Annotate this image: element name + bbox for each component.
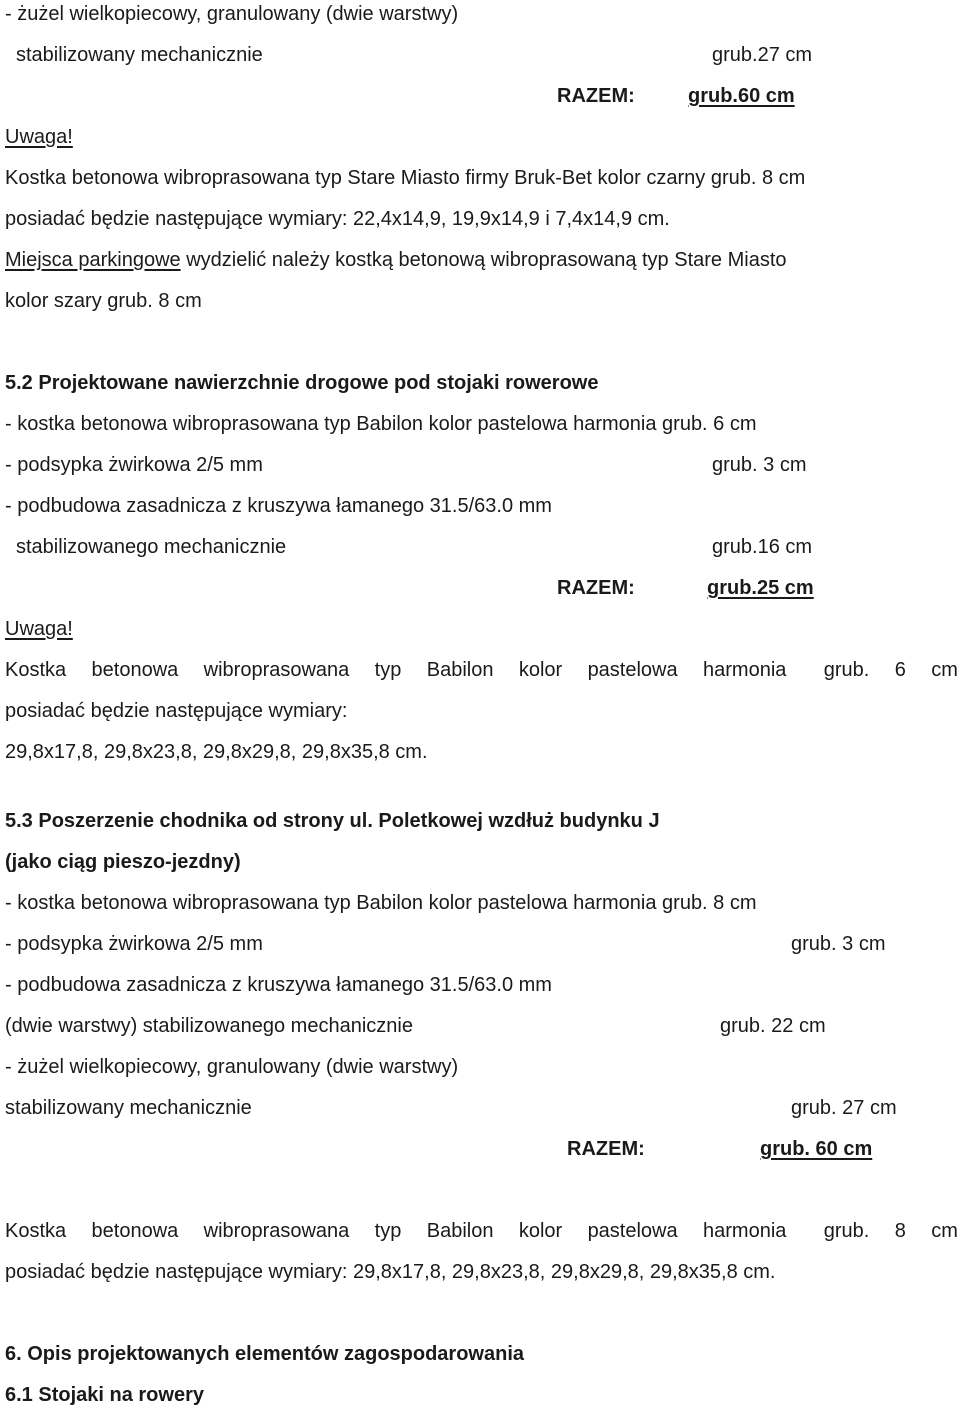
layer-thickness: grub. 3 cm: [791, 933, 886, 955]
section-heading: 5.3 Poszerzenie chodnika od strony ul. Poletkowej wzdłuż budynku J: [5, 810, 660, 832]
justified-text-line: Kostka betonowa wibroprasowana typ Babilon kolor pastelowa harmonia grub. 8 cm: [5, 1220, 958, 1242]
layer-line: - kostka betonowa wibroprasowana typ Babilon kolor pastelowa harmonia grub. 6 cm: [5, 413, 757, 435]
layer-thickness: grub. 27 cm: [791, 1097, 897, 1119]
total-label: RAZEM:: [557, 577, 635, 599]
text-line: posiadać będzie następujące wymiary:: [5, 700, 348, 722]
text-line: Miejsca parkingowe wydzielić należy kostką betonową wibroprasowaną typ Stare Miasto: [5, 249, 787, 271]
underlined-phrase: Miejsca parkingowe: [5, 249, 181, 271]
total-label: RAZEM:: [557, 85, 635, 107]
total-label: RAZEM:: [567, 1138, 645, 1160]
text-line: kolor szary grub. 8 cm: [5, 290, 202, 312]
layer-label: stabilizowany mechanicznie: [16, 44, 263, 66]
layer-label: stabilizowany mechanicznie: [5, 1097, 252, 1119]
layer-label: - podsypka żwirkowa 2/5 mm: [5, 454, 263, 476]
text-line: posiadać będzie następujące wymiary: 22,4x14,9, 19,9x14,9 i 7,4x14,9 cm.: [5, 208, 670, 230]
text-line: Kostka betonowa wibroprasowana typ Stare Miasto firmy Bruk-Bet kolor czarny grub. 8 cm: [5, 167, 806, 189]
layer-thickness: grub. 3 cm: [712, 454, 807, 476]
layer-thickness: grub.27 cm: [712, 44, 813, 66]
layer-thickness: grub.16 cm: [712, 536, 813, 558]
layer-label: stabilizowanego mechanicznie: [16, 536, 287, 558]
total-value: grub. 60 cm: [760, 1138, 873, 1160]
layer-line: - żużel wielkopiecowy, granulowany (dwie warstwy): [5, 1056, 459, 1078]
note-title: Uwaga!: [5, 618, 73, 640]
text-line: 29,8x17,8, 29,8x23,8, 29,8x29,8, 29,8x35,8 cm.: [5, 741, 428, 763]
layer-line: - podbudowa zasadnicza z kruszywa łamanego 31.5/63.0 mm: [5, 974, 552, 996]
layer-label: (dwie warstwy) stabilizowanego mechanicznie: [5, 1015, 413, 1037]
section-heading: 6. Opis projektowanych elementów zagospodarowania: [5, 1343, 525, 1365]
note-title: Uwaga!: [5, 126, 73, 148]
total-value: grub.60 cm: [688, 85, 795, 107]
text-line: posiadać będzie następujące wymiary: 29,8x17,8, 29,8x23,8, 29,8x29,8, 29,8x35,8 cm.: [5, 1261, 776, 1283]
justified-text-line: Kostka betonowa wibroprasowana typ Babilon kolor pastelowa harmonia grub. 6 cm: [5, 659, 958, 681]
layer-line: - kostka betonowa wibroprasowana typ Babilon kolor pastelowa harmonia grub. 8 cm: [5, 892, 757, 914]
layer-thickness: grub. 22 cm: [720, 1015, 826, 1037]
section-heading-continued: (jako ciąg pieszo-jezdny): [5, 851, 241, 873]
layer-label: - podsypka żwirkowa 2/5 mm: [5, 933, 263, 955]
subsection-heading: 6.1 Stojaki na rowery: [5, 1384, 204, 1406]
total-value: grub.25 cm: [707, 577, 814, 599]
text-line: - żużel wielkopiecowy, granulowany (dwie warstwy): [5, 3, 459, 25]
section-heading: 5.2 Projektowane nawierzchnie drogowe pod stojaki rowerowe: [5, 372, 599, 394]
layer-line: - podbudowa zasadnicza z kruszywa łamanego 31.5/63.0 mm: [5, 495, 552, 517]
